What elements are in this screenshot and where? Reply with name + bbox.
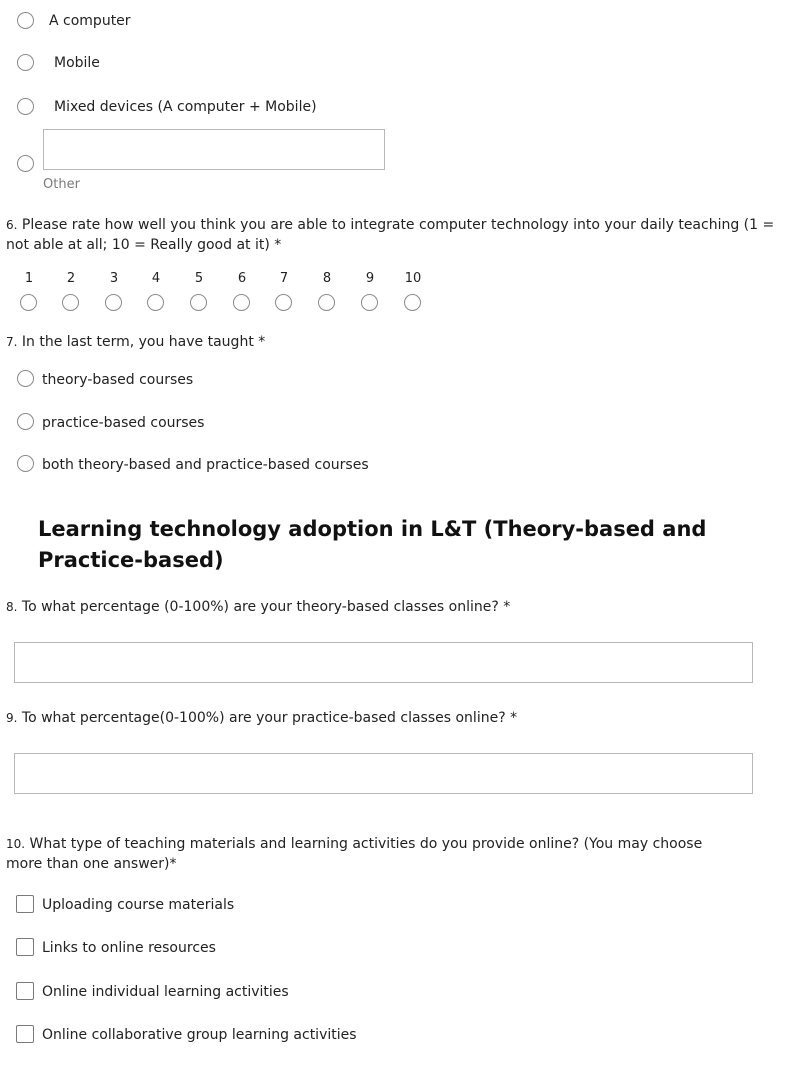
q7-radio-theory[interactable]: [17, 370, 34, 387]
q5-radio-computer[interactable]: [17, 12, 34, 29]
q6-text: Please rate how well you think you are able to integrate computer technology into your daily teaching (1 = not able at all; 10 = Really good at it) *: [6, 217, 775, 253]
q10-checkbox-links[interactable]: [16, 938, 34, 956]
q6-scale-label-9: 9: [365, 271, 375, 286]
q9-percentage-input[interactable]: [14, 753, 753, 794]
q7-radio-practice[interactable]: [17, 413, 34, 430]
q6-radio-9[interactable]: [361, 294, 378, 311]
q7-number: 7.: [6, 335, 18, 349]
q6-radio-1[interactable]: [20, 294, 37, 311]
q10-checkbox-individual[interactable]: [16, 982, 34, 1000]
q5-other-caption: Other: [43, 177, 80, 192]
q6-scale-label-7: 7: [279, 271, 289, 286]
q6-radio-6[interactable]: [233, 294, 250, 311]
q10-option-individual: Online individual learning activities: [42, 984, 289, 1000]
q6-scale-label-3: 3: [109, 271, 119, 286]
q5-option-mobile: Mobile: [54, 55, 100, 71]
q6-scale-label-4: 4: [151, 271, 161, 286]
q6-radio-7[interactable]: [275, 294, 292, 311]
q7-question: [6, 332, 706, 352]
q6-scale-label-1: 1: [24, 271, 34, 286]
q10-text: What type of teaching materials and learning activities do you provide online? (You may choose more than one answer)*: [6, 836, 703, 872]
q10-number: 10.: [6, 837, 26, 851]
q6-scale-label-8: 8: [322, 271, 332, 286]
q6-question: [6, 215, 788, 255]
q7-option-practice: practice-based courses: [42, 415, 205, 431]
section-title: Learning technology adoption in L&T (Theory-based and Practice-based): [38, 517, 707, 572]
q6-scale-label-5: 5: [194, 271, 204, 286]
q9-question: [6, 708, 766, 728]
q10-option-uploading: Uploading course materials: [42, 897, 235, 913]
q8-text: To what percentage (0-100%) are your theory-based classes online? *: [21, 599, 511, 615]
q6-number: 6.: [6, 218, 18, 232]
q6-radio-3[interactable]: [105, 294, 122, 311]
q5-radio-mobile[interactable]: [17, 54, 34, 71]
q6-radio-10[interactable]: [404, 294, 421, 311]
q10-option-collaborative: Online collaborative group learning activities: [42, 1027, 357, 1043]
q10-question: [6, 834, 711, 874]
q10-checkbox-uploading[interactable]: [16, 895, 34, 913]
q5-radio-mixed[interactable]: [17, 98, 34, 115]
q6-radio-4[interactable]: [147, 294, 164, 311]
q8-percentage-input[interactable]: [14, 642, 753, 683]
q8-number: 8.: [6, 600, 18, 614]
q10-option-links: Links to online resources: [42, 940, 216, 956]
q6-radio-5[interactable]: [190, 294, 207, 311]
q6-scale-label-6: 6: [237, 271, 247, 286]
q9-text: To what percentage(0-100%) are your practice-based classes online? *: [21, 710, 518, 726]
q6-radio-2[interactable]: [62, 294, 79, 311]
q10-checkbox-collaborative[interactable]: [16, 1025, 34, 1043]
q9-number: 9.: [6, 711, 18, 725]
q5-option-computer: A computer: [49, 13, 131, 29]
q8-question: [6, 597, 766, 617]
q7-option-theory: theory-based courses: [42, 372, 194, 388]
q7-option-both: both theory-based and practice-based courses: [42, 457, 369, 473]
q6-scale-label-10: 10: [404, 271, 422, 286]
q6-radio-8[interactable]: [318, 294, 335, 311]
q5-radio-other[interactable]: [17, 155, 34, 172]
q5-option-mixed: Mixed devices (A computer + Mobile): [54, 99, 317, 115]
q7-text: In the last term, you have taught *: [21, 334, 266, 350]
q5-other-input[interactable]: [43, 129, 385, 170]
q6-scale-label-2: 2: [66, 271, 76, 286]
q7-radio-both[interactable]: [17, 455, 34, 472]
